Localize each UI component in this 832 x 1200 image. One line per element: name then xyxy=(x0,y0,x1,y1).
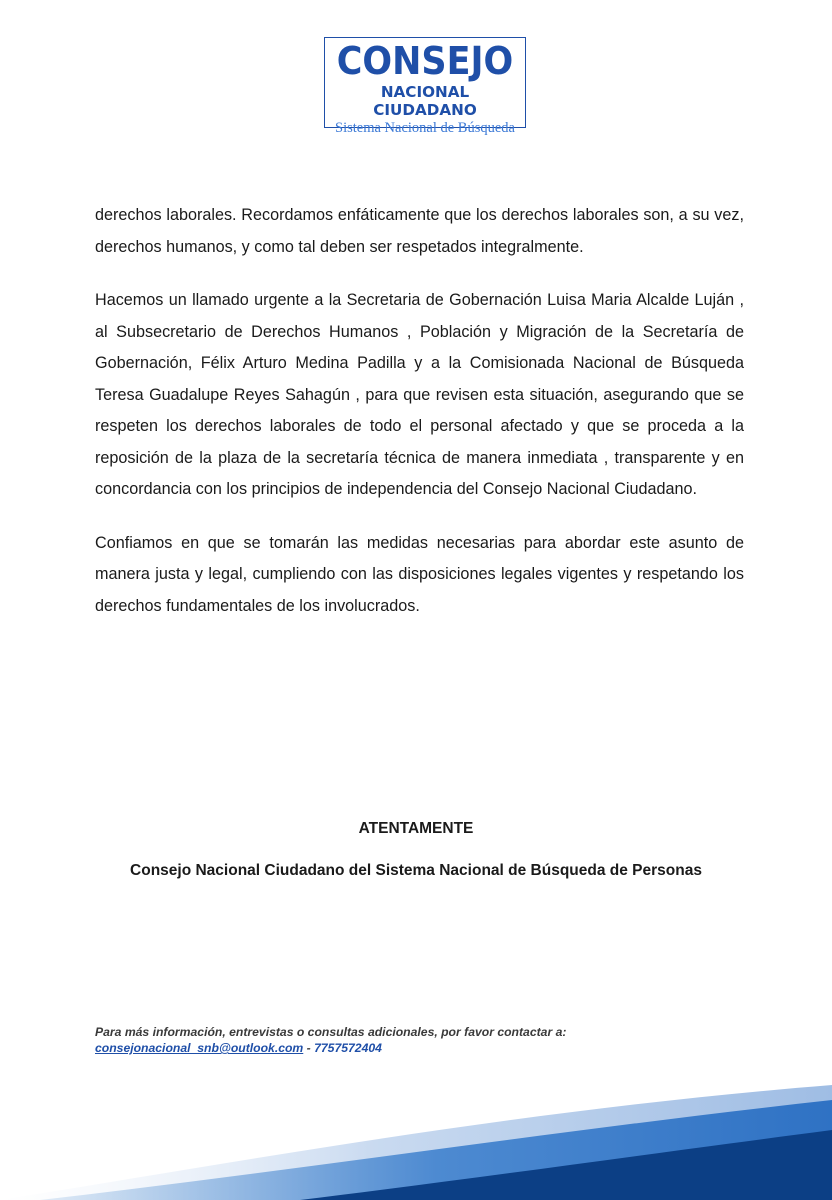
paragraph: Confiamos en que se tomarán las medidas necesarias para abordar este asunto de manera justa y legal, cumpliendo con las disposiciones legales vigentes y respetando los derechos fundamentales de los involucrados. xyxy=(95,533,744,615)
signature-line: Consejo Nacional Ciudadano del Sistema Nacional de Búsqueda de Personas xyxy=(130,862,702,879)
letter-body xyxy=(95,200,744,644)
logo-title: CONSEJO xyxy=(336,39,514,83)
logo-subtitle: NACIONAL CIUDADANO xyxy=(373,83,477,119)
logo-tagline: Sistema Nacional de Búsqueda xyxy=(335,120,515,136)
footer-wave-decoration xyxy=(0,1060,832,1200)
contact-footer xyxy=(95,1024,566,1056)
contact-details xyxy=(95,1040,566,1056)
email-link[interactable]: consejonacional_snb@outlook.com xyxy=(95,1041,304,1055)
phone-number: 7757572404 xyxy=(314,1041,382,1055)
paragraph: derechos laborales. Recordamos enfáticamente que los derechos laborales son, a su vez, derechos humanos, y como tal deben ser respetados integralmente. xyxy=(95,206,744,256)
closing-salutation: ATENTAMENTE xyxy=(358,820,474,837)
contact-separator: - xyxy=(303,1041,315,1055)
contact-text: Para más información, entrevistas o consultas adicionales, por favor contactar a: xyxy=(95,1025,567,1039)
organization-logo xyxy=(324,37,526,136)
paragraph: Hacemos un llamado urgente a la Secretaria de Gobernación Luisa Maria Alcalde Luján , al Subsecretario de Derechos Humanos , Población y Migración de la Secretaría de Gobernación, Félix Arturo Medina Padilla y a la Comisionada Nacional de Búsqueda Teresa Guadalupe Reyes Sahagún , para que revisen esta situación, asegurando que se respeten los derechos laborales de todo el personal afectado y que se proceda a la reposición de la plaza de la secretaría técnica de manera inmediata , transparente y en concordancia con los principios de independencia del Consejo Nacional Ciudadano. xyxy=(95,291,744,498)
